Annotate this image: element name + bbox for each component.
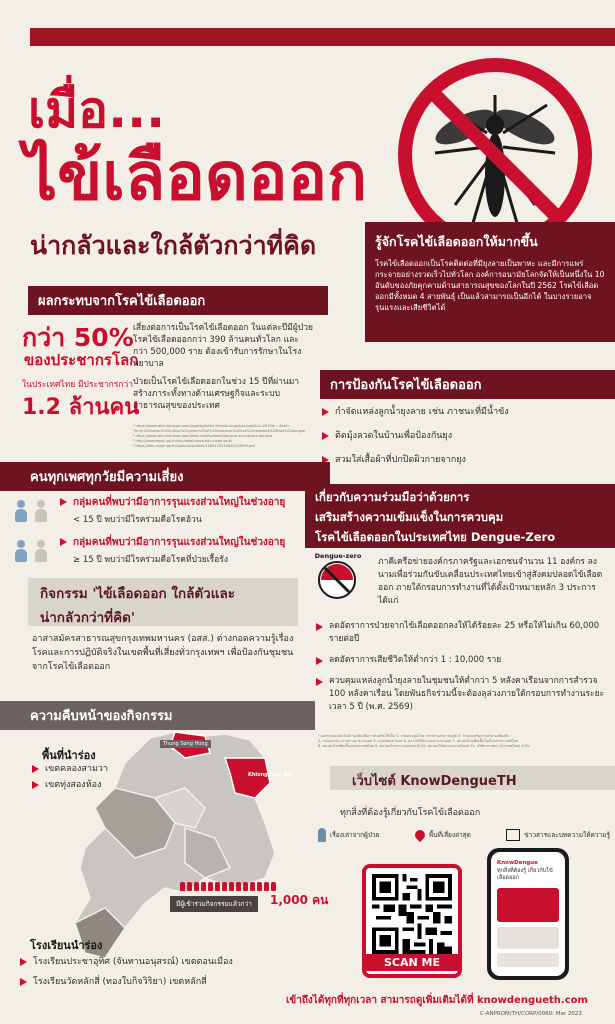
- website-features: [318, 828, 610, 842]
- map-label-khlong-sam-wa: Khlong Sam Wa: [248, 772, 293, 778]
- stat2-big: 1.2 ล้านคน: [22, 395, 140, 420]
- volunteers-label: มีผู้เข้าร่วมกิจกรรมแล้วกว่า: [170, 896, 258, 912]
- stat1-big: กว่า 50%: [22, 323, 134, 352]
- website-tagline: ทุกสิ่งที่ต้องรู้เกี่ยวกับโรคไข้เลือดออก: [340, 808, 481, 818]
- reference: ² https://www.who.int/news-room/fact-sheets/detail/dengue-and-severe-dengue: [133, 434, 273, 438]
- impact-references: [133, 424, 318, 449]
- phone-screen: [491, 852, 565, 976]
- news-icon: [506, 829, 520, 841]
- stat1-desc: เสี่ยงต่อการเป็นโรคไข้เลือดออก ในแต่ละปีมีผู้ป่วยโรคไข้เลือดออกกว่า 390 ล้านคนทั่วโลก และกว่า 500,000 ราย ต้องเข้ารับการรักษาในโรงพยาบาล: [133, 323, 314, 369]
- phone-card: [497, 927, 559, 949]
- footer-text: เข้าถึงได้ทุกที่ทุกเวลา สามารถดูเพิ่มเติมได้ที่ knowdengueth.com: [286, 995, 588, 1006]
- stat2-pre: ในประเทศไทย มีประชากรกว่า: [22, 380, 134, 390]
- phone-card: [497, 953, 559, 967]
- dengue-zero-logo-text: Dengue-zero: [314, 552, 362, 560]
- volunteers-value: 1,000 คน: [270, 893, 329, 907]
- top-stripe: [30, 28, 615, 46]
- dengue-zero-notes: [318, 734, 610, 749]
- phone-mockup: [487, 848, 569, 980]
- know-dengue-box: [365, 222, 615, 342]
- group1-title: กลุ่มคนที่พบว่ามีอาการรุนแรงส่วนใหญ่ในช่วงอายุ: [60, 496, 315, 509]
- title-line2: ไข้เลือดออก: [24, 138, 368, 215]
- website-heading-box: [330, 766, 615, 790]
- triangle-bullet-icon: [322, 408, 329, 416]
- stat2-desc: ป่วยเป็นโรคไข้เลือดออกในช่วง 15 ปีที่ผ่านมา สร้างภาระทั้งทางด้านเศรษฐกิจและระบบสาธารณสุขของประเทศ: [133, 377, 300, 411]
- dz-heading-line3: โรคไข้เลือดออกในประเทศไทย Dengue-Zero: [315, 530, 556, 544]
- title-line1: เมื่อ...: [28, 81, 166, 139]
- impact-heading: ผลกระทบจากโรคไข้เลือดออก: [28, 286, 328, 315]
- dz-heading-line2: เสริมสร้างความเข้มแข็งในการควบคุม: [315, 510, 504, 524]
- schools-list: [20, 956, 330, 988]
- people-icons: [180, 876, 278, 895]
- group2-desc: ≥ 15 ปี พบว่ามีโรคร่วมคือโรคที่ป่วยเรื้อรัง: [73, 555, 228, 565]
- activity-body: อาสาสมัครสาธารณสุขกรุงเทพมหานคร (อสส.) ต่างกอดความรู้เรื่องโรคและการปฏิบัติจริงในเขตพื้นที่เสี่ยงทั่วกรุงเทพฯ เพื่อป้องกันชุมชนจากโรคไข้เลือดออก: [32, 634, 294, 672]
- reference: ¹ https://www.who.int/news-room/spotlight/ten-threats-to-global-health-in-2019#:~:text=: [133, 424, 290, 428]
- phone-brand: KnowDengue: [497, 860, 538, 866]
- reference: ⁴ https://ddc.moph.go.th/uploads/publish/1068120230822054959.pdf: [133, 444, 255, 448]
- schools-title: โรงเรียนนำร่อง: [30, 939, 103, 952]
- qr-code-card[interactable]: [362, 864, 462, 978]
- map-label-thung-song-hong: Thung Song Hong: [160, 740, 211, 748]
- stat1-sub: ของประชากรโลก: [24, 351, 139, 369]
- pilot-areas-list: [32, 763, 108, 791]
- feature-risk-area: พื้นที่เสี่ยงล่าสุด: [415, 830, 471, 840]
- group1: [60, 496, 315, 526]
- list-item: เขตคลองสามวา: [32, 763, 108, 775]
- list-item: โรงเรียนวัดหลักสี่ (ทองใบกิจวิริยา) เขตหลักสี่: [20, 976, 330, 988]
- dz-heading-line1: เกี่ยวกับความร่วมมือว่าด้วยการ: [315, 490, 470, 504]
- triangle-bullet-icon: [322, 432, 329, 440]
- activity-heading-box: [28, 578, 298, 626]
- prevent-list: [322, 406, 607, 466]
- dengue-zero-body: ภาคีเครือข่ายองค์กรภาครัฐและเอกชนจำนวน 11 องค์กร ลงนามเพื่อร่วมกันขับเคลื่อนประเทศไทยเข้าสู่สังคมปลอดไข้เลือดออก ภายใต้กรอบการทำงานที่ได้ตั้งเป้าหมายหลัก 3 ประการ ได้แก่: [378, 557, 603, 606]
- list-item: ลดอัตราการป่วยจากไข้เลือดออกลงให้ได้ร้อยละ 25 หรือให้ไม่เกิน 60,000 รายต่อปี: [316, 620, 611, 646]
- progress-heading: ความคืบหน้าของกิจกรรม: [0, 701, 315, 730]
- phone-headline: ทุกสิ่งที่ต้องรู้ เกี่ยวกับไข้เลือดออก: [497, 868, 553, 881]
- footnote: 4. กรมอนามัย กระทรวงสาธารณสุข 5. กรุงเทพมหานคร 6. สถาบันวิจัยระบบสาธารณสุข 7. สมาคมโรคติดเชื้อในเด็กแห่งประเทศไทย: [318, 739, 518, 743]
- qr-code-icon: [372, 874, 452, 954]
- adult-icon: [14, 540, 54, 564]
- patient-icon: [318, 828, 326, 842]
- triangle-bullet-icon: [20, 978, 27, 986]
- triangle-bullet-icon: [316, 657, 323, 665]
- feature-news: ข่าวสารและบทความให้ความรู้: [506, 829, 610, 841]
- dengue-zero-goals: [316, 620, 611, 714]
- activity-heading-line1: กิจกรรม 'ไข้เลือดออก ใกล้ตัวและ: [40, 586, 235, 602]
- triangle-bullet-icon: [32, 765, 39, 773]
- group2: [60, 536, 315, 566]
- location-pin-icon: [413, 828, 427, 842]
- group1-desc: < 15 ปี พบว่ามีโรคร่วมคือโรคอ้วน: [73, 515, 202, 525]
- footer-code: C-ANPROM/TH/CORP/0060: Mar 2023: [480, 1011, 582, 1017]
- reference: Thirty%20seven%20million%20years%20of%20research%20has%20revealed%20that%20dengue: [133, 429, 306, 433]
- list-item: สวมใส่เสื้อผ้าที่ปกปิดผิวกายจากยุง: [322, 454, 607, 466]
- activity-heading-line2: น่ากลัวกว่าที่คิด': [40, 610, 136, 626]
- triangle-bullet-icon: [60, 538, 67, 546]
- title-line3: น่ากลัวและใกล้ตัวกว่าที่คิด: [30, 231, 317, 260]
- child-icon: [14, 500, 54, 524]
- know-heading: รู้จักโรคไข้เลือดออกให้มากขึ้น: [375, 234, 538, 249]
- pilot-areas-title: พื้นที่นำร่อง: [42, 749, 96, 762]
- prevent-heading: การป้องกันโรคไข้เลือดออก: [320, 370, 615, 399]
- footnote: 8. สมาคมโรคติดเชื้อแห่งประเทศไทย 9. สมาคมโรคระบาดแห่งชาติ 10. สมาคมวิจัยยาและเวชภัณฑ์ 11. บริษัท ทาเคดา (ประเทศไทย) จำกัด: [318, 744, 530, 748]
- list-item: ลดอัตราการเสียชีวิตให้ต่ำกว่า 1 : 10,000 ราย: [316, 654, 611, 667]
- triangle-bullet-icon: [32, 781, 39, 789]
- triangle-bullet-icon: [316, 678, 323, 686]
- list-item: กำจัดแหล่งลูกน้ำยุงลาย เช่น ภาชนะที่มีน้ำขัง: [322, 406, 607, 418]
- list-item: ควบคุมแหล่งลูกน้ำยุงลายในชุมชนให้ต่ำกว่า 5 หลังคาเรือนจากการสำรวจ 100 หลังคาเรือน โดยพันธกิจร่วมนี้จะต้องลุล่วงภายใต้กรอบการทำงานระยะเวลา 5 ปี (พ.ศ. 2569): [316, 675, 611, 714]
- triangle-bullet-icon: [60, 498, 67, 506]
- phone-banner: [497, 888, 559, 922]
- dengue-zero-heading-box: [305, 484, 615, 548]
- feature-patient: เรื่องเล่าจากผู้ป่วย: [318, 828, 379, 842]
- risk-heading: คนทุกเพศทุกวัยมีความเสี่ยง: [0, 462, 330, 491]
- triangle-bullet-icon: [20, 958, 27, 966]
- know-body: โรคไข้เลือดออกเป็นโรคติดต่อที่มียุงลายเป็นพาหะ และมีการแพร่กระจายอย่างรวดเร็วไปทั่วโลก องค์การอนามัยโลกจัดให้เป็นหนึ่งใน 10 อันดับของภัยคุกคามด้านสาธารณสุขของโลกในปี 2562 โรคไข้เลือดออกมีทั้งหมด 4 สายพันธุ์ เป็นแล้วสามารถเป็นอีกได้ ในบางรายอาจรุนแรงและเสียชีวิตได้: [375, 259, 605, 312]
- list-item: เขตทุ่งสองห้อง: [32, 779, 108, 791]
- list-item: โรงเรียนประชาอุทิศ (จันทานอนุสรณ์) เขตดอนเมือง: [20, 956, 330, 968]
- group2-title: กลุ่มคนที่พบว่ามีอาการรุนแรงส่วนใหญ่ในช่วงอายุ: [60, 536, 315, 549]
- reference: ³ http://www.moph.go.th/doc/detail/www.ddc.moph.go.th: [133, 439, 233, 443]
- scan-me-label: SCAN ME: [366, 954, 458, 971]
- triangle-bullet-icon: [316, 623, 323, 631]
- list-item: ติดมุ้งลวดในบ้านเพื่อป้องกันยุง: [322, 430, 607, 442]
- footnote: ¹ ลงสรมขอบจังหวัดนำร่องต้นเพื่อการส่งเสริมให้เป็น 2. กรมควบคุมโรค กระทรวงสาธารณสุข 3. กรมส่งเสริมการปกครองท้องถิ่น: [318, 734, 510, 738]
- website-heading: เว็บไซต์ KnowDengueTH: [352, 774, 517, 789]
